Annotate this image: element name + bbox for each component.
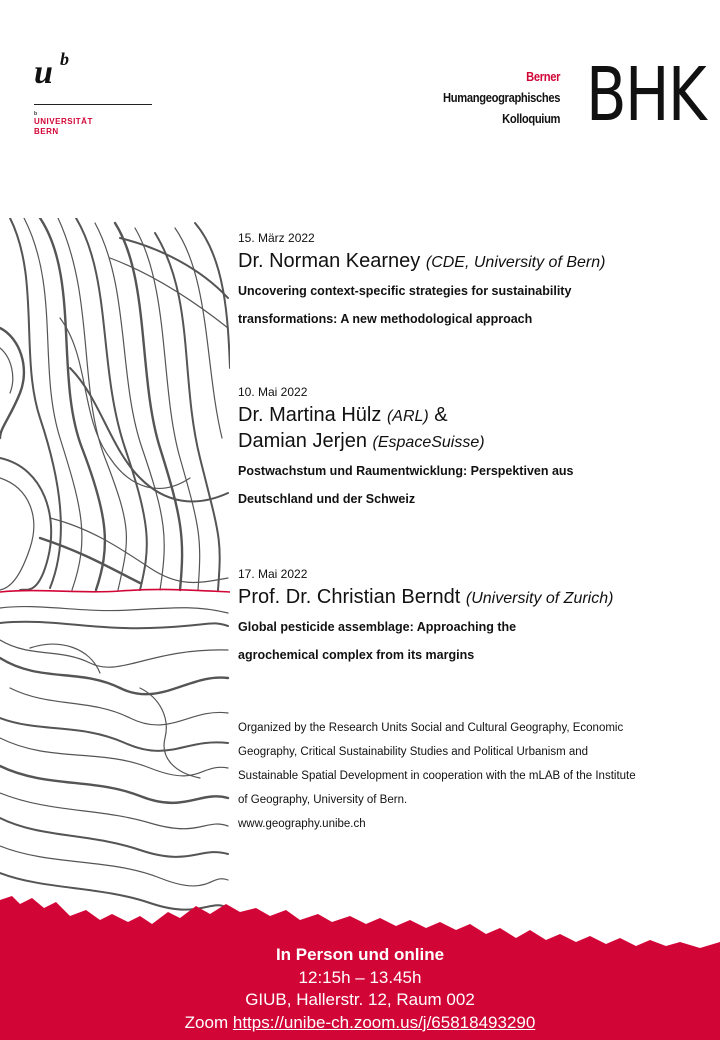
event-location: GIUB, Hallerstr. 12, Raum 002 [245, 990, 475, 1009]
event-time: 12:15h – 13.45h [298, 967, 422, 987]
talk-title [238, 277, 708, 333]
university-name [34, 111, 158, 137]
speaker-affiliation: (University of Zurich) [465, 590, 614, 607]
event-date: 17. Mai 2022 [238, 567, 308, 581]
speaker-name: Damian Jerjen [238, 430, 367, 452]
logo-small-b: b [34, 111, 38, 117]
university-line1: UNIVERSITÄT [34, 117, 93, 126]
speaker-name: Dr. Martina Hülz [238, 404, 382, 426]
organizers-line: of Geography, University of Bern. [238, 794, 408, 806]
speaker-affiliation: (EspaceSuisse) [372, 434, 485, 451]
talk-title-line: transformations: A new methodological approach [238, 312, 533, 326]
organizers-note [238, 716, 708, 836]
speaker-line [238, 585, 708, 611]
logo-rule [34, 104, 152, 105]
website-link[interactable]: www.geography.unibe.ch [238, 818, 366, 830]
event-3 [238, 567, 708, 669]
event-1 [238, 231, 708, 333]
speaker-line [238, 429, 708, 455]
zoom-label: Zoom [184, 1012, 229, 1032]
talk-title-line: Global pesticide assemblage: Approaching the [238, 620, 517, 634]
talk-title-line: agrochemical complex from its margins [238, 648, 475, 662]
speaker-line [238, 249, 708, 275]
organizers-line: Sustainable Spatial Development in cooperation with the mLAB of the Institute [238, 770, 636, 782]
bhk-wordmark: BHK [586, 52, 706, 138]
event-date: 10. Mai 2022 [238, 385, 308, 399]
ub-logo-mark [34, 49, 158, 91]
speaker-name: Dr. Norman Kearney [238, 250, 421, 272]
footer-info [0, 944, 720, 1034]
contour-lines-illustration [0, 218, 230, 918]
logo-letter: u [34, 54, 53, 91]
event-date: 15. März 2022 [238, 231, 315, 245]
colloquium-name [443, 66, 560, 129]
event-2 [238, 385, 708, 513]
zoom-link[interactable]: https://unibe-ch.zoom.us/j/65818493290 [232, 1012, 536, 1032]
zoom-line [0, 1012, 720, 1035]
speaker-separator: & [434, 404, 448, 426]
event-mode: In Person und online [275, 945, 445, 964]
speaker-line [238, 403, 708, 429]
colloquium-line-humangeo: Humangeographisches [442, 90, 560, 105]
talk-title-line: Deutschland und der Schweiz [238, 492, 416, 506]
colloquium-line-kolloquium: Kolloquium [501, 111, 560, 126]
logo-superscript: b [60, 49, 69, 69]
talk-title [238, 613, 708, 669]
speaker-name: Prof. Dr. Christian Berndt [238, 586, 461, 608]
organizers-line: Organized by the Research Units Social and Cultural Geography, Economic [238, 722, 624, 734]
speaker-affiliation: (CDE, University of Bern) [425, 254, 606, 271]
talk-title-line: Uncovering context-specific strategies for sustainability [238, 284, 572, 298]
university-logo [34, 49, 158, 137]
colloquium-line-berner: Berner [526, 69, 560, 84]
talk-title [238, 457, 708, 513]
organizers-line: Geography, Critical Sustainability Studies and Political Urbanism and [238, 746, 589, 758]
talk-title-line: Postwachstum und Raumentwicklung: Perspektiven aus [238, 464, 574, 478]
university-line2: BERN [34, 127, 59, 136]
speaker-affiliation: (ARL) [386, 408, 429, 425]
